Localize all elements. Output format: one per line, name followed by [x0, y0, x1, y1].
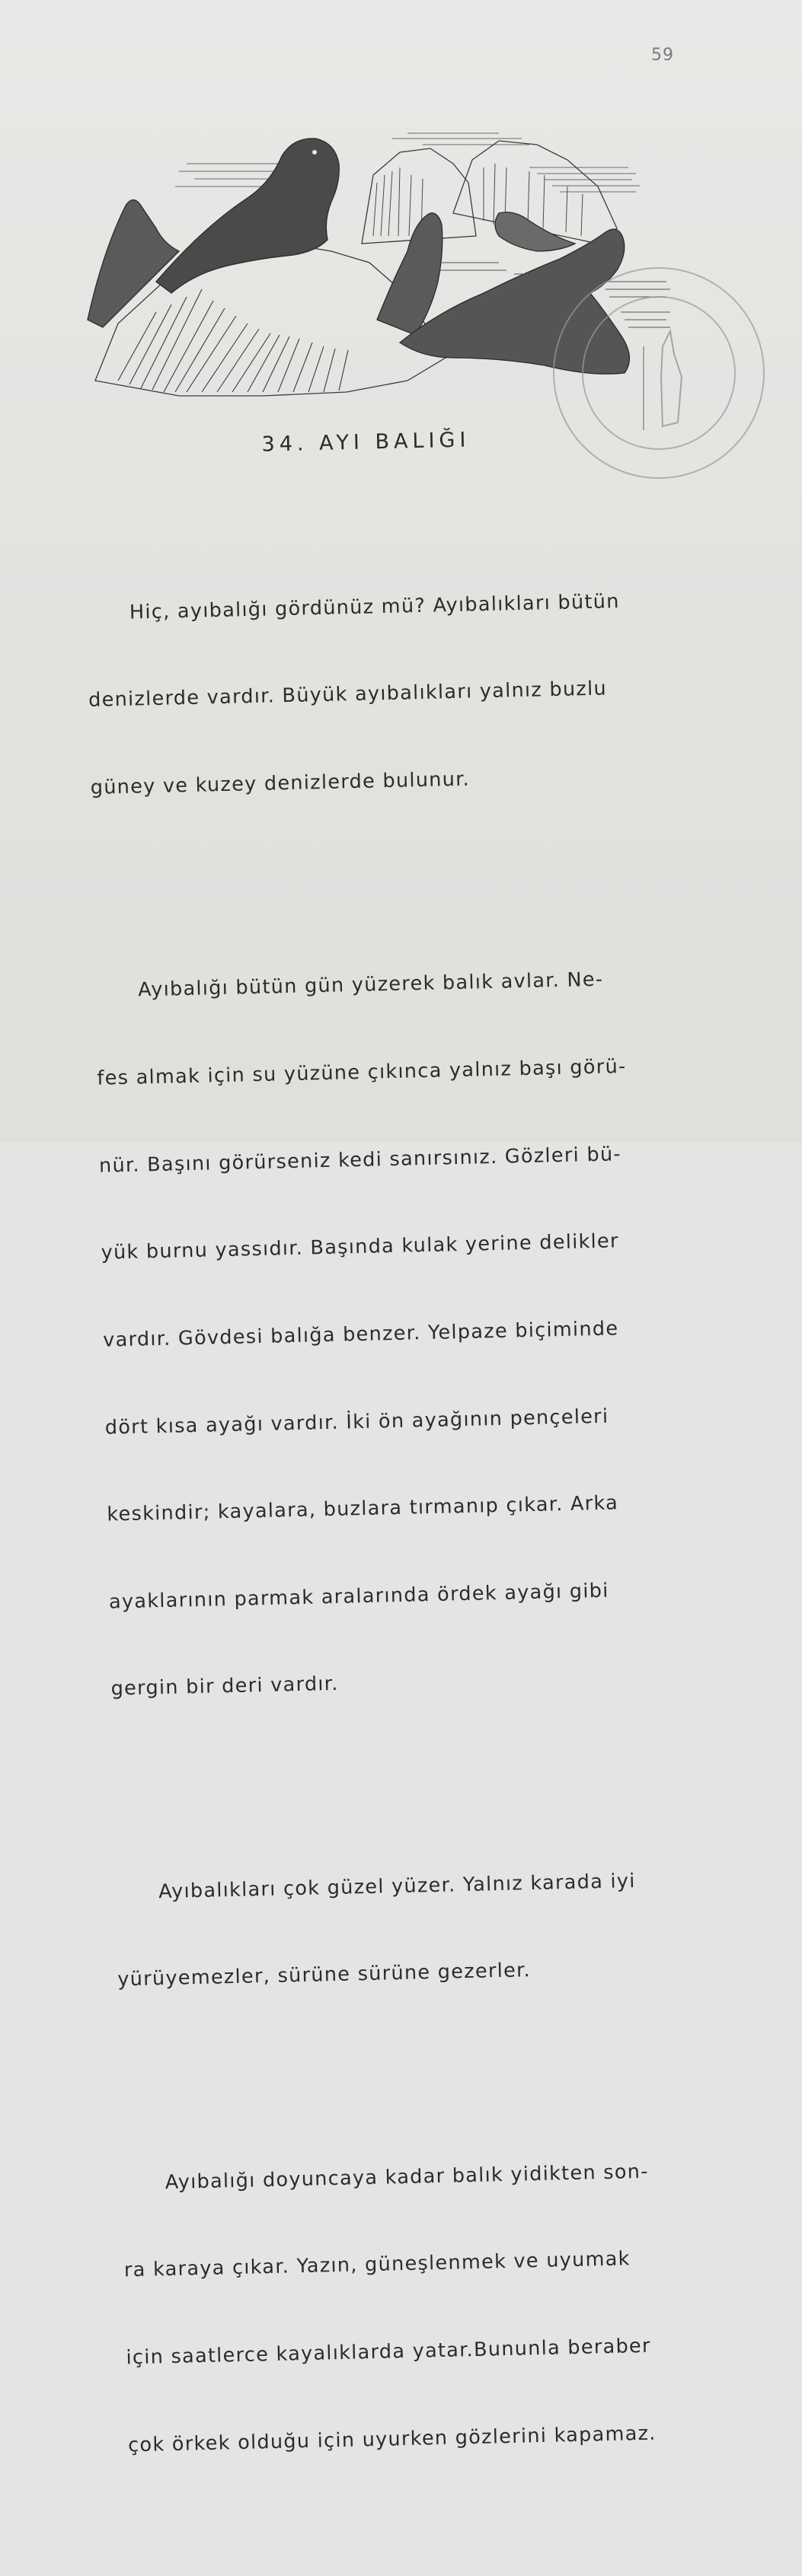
body-text — [84, 468, 763, 2576]
seal-ledge — [495, 212, 575, 251]
text-line: ayaklarının parmak aralarında ördek ayağı gibi — [108, 1579, 609, 1614]
seal-middle — [377, 213, 443, 335]
text-line: Hiç, ayıbalığı gördünüz mü? Ayıbalıkları bütün — [86, 589, 620, 625]
seal-left — [88, 200, 179, 328]
page-number: 59 — [651, 46, 674, 65]
paragraph — [114, 1806, 752, 2052]
chapter-text-block — [82, 412, 763, 2576]
text-line: yük burnu yassıdır. Başında kulak yerine delikler — [101, 1229, 620, 1264]
text-line: için saatlerce kayalıklarda yatar.Bununla beraber — [126, 2334, 652, 2370]
text-line: denizlerde vardır. Büyük ayıbalıkları yalnız buzlu — [88, 677, 608, 713]
text-line: yürüyemezler, sürüne sürüne gezerler. — [117, 1959, 532, 1991]
text-line: keskindir; kayalara, buzlara tırmanıp çıkar. Arka — [107, 1491, 619, 1526]
text-line: vardır. Gövdesi balığa benzer. Yelpaze biçiminde — [102, 1317, 619, 1352]
text-line: Ayıbalığı bütün gün yüzerek balık avlar. Ne- — [94, 968, 604, 1003]
text-line: güney ve kuzey denizlerde bulunur. — [90, 767, 471, 799]
chapter-title: 34. AYI BALIĞI — [261, 428, 471, 457]
text-line: nür. Başını görürseniz kedi sanırsınız. Gözleri bü- — [98, 1142, 622, 1178]
seal-big — [156, 139, 339, 293]
text-line: çok örkek olduğu için uyurken gözlerini kapamaz. — [127, 2421, 657, 2456]
text-line: ra karaya çıkar. Yazın, güneşlenmek ve uyumak — [123, 2247, 631, 2282]
paragraph — [85, 527, 724, 861]
text-line: dört kısa ayağı vardır. İki ön ayağının pençeleri — [104, 1404, 609, 1439]
text-line: fes almak için su yüzüne çıkınca yalnız başı görü- — [97, 1055, 627, 1090]
text-line: Ayıbalıkları çok güzel yüzer. Yalnız karada iyi — [115, 1869, 636, 1905]
text-line: Ayıbalığı doyuncaya kadar balık yidikten son- — [122, 2160, 650, 2195]
text-line: gergin bir deri vardır. — [110, 1672, 339, 1701]
paragraph — [94, 904, 745, 1761]
paragraph — [120, 2096, 762, 2518]
